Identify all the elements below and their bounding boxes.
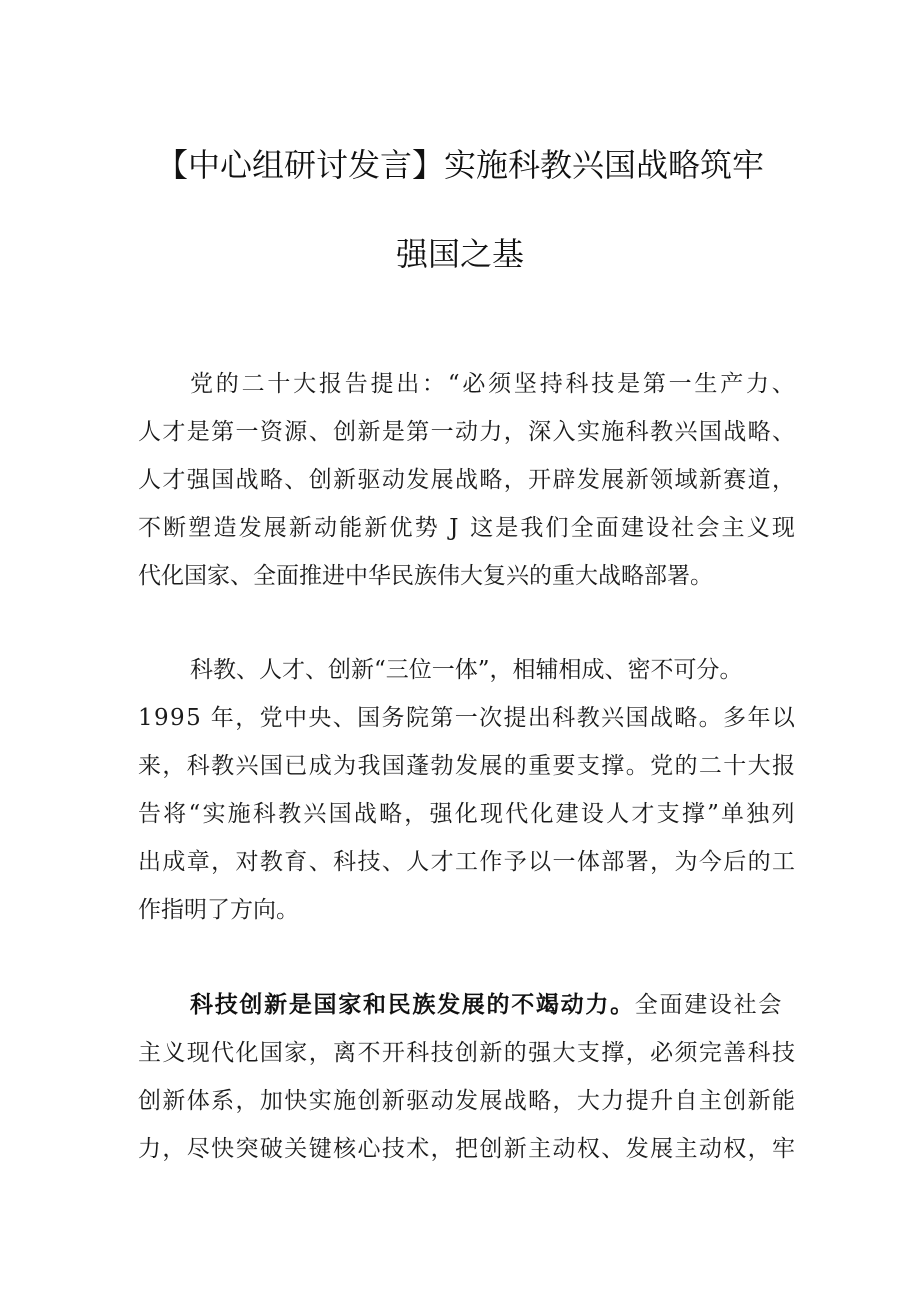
paragraph-2-line-3: 来，科教兴国已成为我国蓬勃发展的重要支撑。党的二十大报 xyxy=(138,753,797,779)
paragraph-3-lead-rest: 全面建设社会 xyxy=(634,992,784,1018)
paragraph-2-line-1: 科教、人才、创新“三位一体”，相辅相成、密不可分。 xyxy=(190,657,743,683)
paragraph-2-line-2: 1995 年，党中央、国务院第一次提出科教兴国战略。多年以 xyxy=(138,705,797,731)
paragraph-3-line-2: 主义现代化国家，离不开科技创新的强大支撑，必须完善科技 xyxy=(138,1040,797,1066)
paragraph-2-line-5: 出成章，对教育、科技、人才工作予以一体部署，为今后的工 xyxy=(138,849,797,875)
document-title-line-1: 【中心组研讨发言】实施科教兴国战略筑牢 xyxy=(155,146,764,184)
paragraph-3-line-1 xyxy=(190,985,783,1025)
paragraph-1-line-4: 不断塑造发展新动能新优势 J 这是我们全面建设社会主义现 xyxy=(138,515,797,541)
paragraph-3-lead-bold: 科技创新是国家和民族发展的不竭动力。 xyxy=(190,992,635,1018)
paragraph-1-line-5: 代化国家、全面推进中华民族伟大复兴的重大战略部署。 xyxy=(138,563,713,589)
paragraph-1-line-3: 人才强国战略、创新驱动发展战略，开辟发展新领域新赛道， xyxy=(138,467,797,493)
document-title-line-2: 强国之基 xyxy=(395,235,524,273)
paragraph-1-line-2: 人才是第一资源、创新是第一动力，深入实施科教兴国战略、 xyxy=(138,419,797,445)
paragraph-1-line-1: 党的二十大报告提出：“必须坚持科技是第一生产力、 xyxy=(190,371,798,397)
paragraph-3-line-4: 力，尽快突破关键核心技术，把创新主动权、发展主动权，牢 xyxy=(138,1136,797,1162)
paragraph-3-line-3: 创新体系，加快实施创新驱动发展战略，大力提升自主创新能 xyxy=(138,1088,797,1114)
paragraph-2-line-4: 告将“实施科教兴国战略，强化现代化建设人才支撑”单独列 xyxy=(138,801,797,827)
paragraph-2-line-6: 作指明了方向。 xyxy=(138,897,299,923)
